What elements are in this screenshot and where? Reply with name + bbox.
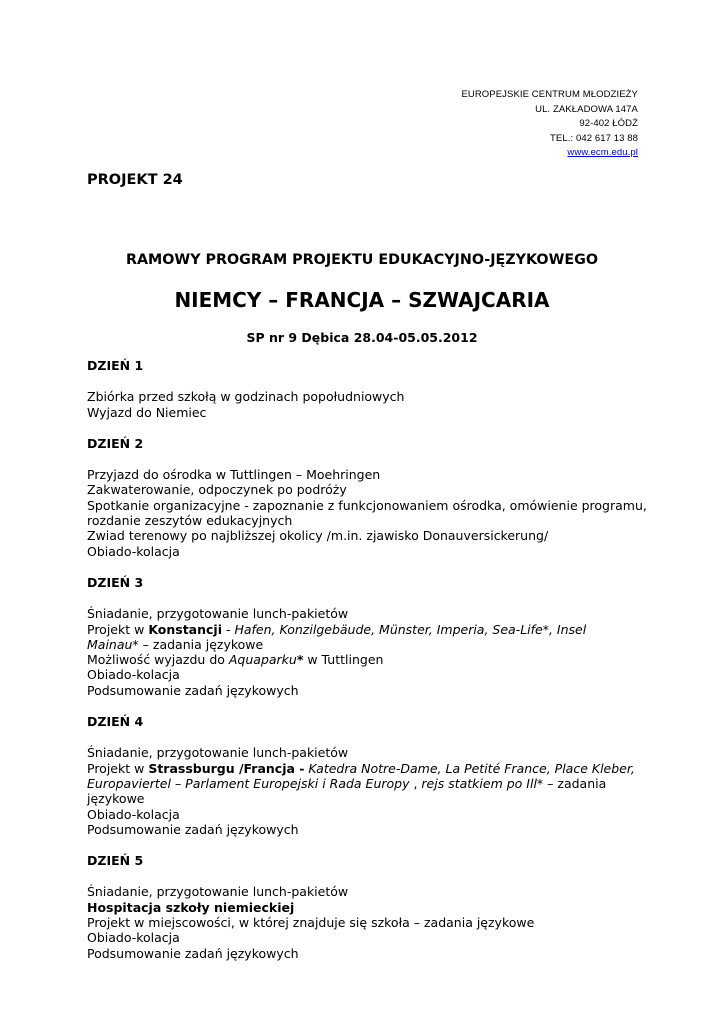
day-2-line-3: Spotkanie organizacyjne - zapoznanie z funkcjonowaniem ośrodka, omówienie programu,: [87, 497, 647, 513]
attractions-list: Europaviertel – Parlament Europejski i Rada Europy: [87, 775, 410, 791]
text-segment: – zadania: [543, 775, 607, 791]
program-title: RAMOWY PROGRAM PROJEKTU EDUKACYJNO-JĘZYKOWEGO: [125, 252, 599, 268]
city-name: Konstancji: [148, 621, 222, 637]
project-label: PROJEKT 24: [87, 172, 183, 188]
attractions-list: Katedra Notre-Dame, La Petité France, Place Kleber,: [304, 760, 635, 776]
attractions-list: Mainau*: [87, 636, 139, 652]
organization-address: [461, 88, 638, 161]
day-4-line-5: Obiado-kolacja: [87, 806, 180, 822]
org-website-link[interactable]: www.ecm.edu.pl: [567, 147, 638, 159]
school-and-dates: SP nr 9 Dębica 28.04-05.05.2012: [246, 330, 478, 345]
day-2-line-2: Zakwaterowanie, odpoczynek po podróży: [87, 482, 347, 498]
org-name: EUROPEJSKIE CENTRUM MŁODZIEŻY: [461, 89, 638, 100]
countries-title: NIEMCY – FRANCJA – SZWAJCARIA: [174, 288, 550, 312]
day-3-line-5: Obiado-kolacja: [87, 667, 180, 683]
day-heading: DZIEŃ 5: [87, 853, 144, 869]
text-segment: Projekt w: [87, 621, 149, 637]
day-heading: DZIEŃ 4: [87, 714, 144, 730]
day-heading: DZIEŃ 1: [87, 358, 144, 373]
day-1-line-2: Wyjazd do Niemiec: [87, 404, 207, 420]
boat-trip: rejs statkiem po Ill*: [421, 775, 544, 791]
day-5-line-1: Śniadanie, przygotowanie lunch-pakietów: [87, 884, 349, 900]
day-heading: DZIEŃ 2: [87, 435, 144, 451]
text-segment: Projekt w: [87, 760, 149, 776]
text-segment: w Tuttlingen: [303, 652, 384, 668]
text-segment: – zadania językowe: [138, 636, 264, 652]
city-name: Strassburgu /Francja -: [148, 760, 305, 776]
program-content: [87, 358, 647, 961]
day-4-section: [87, 714, 647, 837]
day-4-line-1: Śniadanie, przygotowanie lunch-pakietów: [87, 745, 349, 761]
day-3-line-1: Śniadanie, przygotowanie lunch-pakietów: [87, 606, 349, 622]
org-postal-city: 92-402 ŁÓDŹ: [579, 118, 638, 130]
day-3-line-3: [87, 637, 647, 652]
day-2-section: [87, 436, 647, 559]
day-5-section: [87, 853, 647, 961]
day-2-line-5: Zwiad terenowy po najbliższej okolicy /m.in. zjawisko Donauversickerung/: [87, 528, 549, 544]
attractions-list: Hafen, Konzilgebäude, Münster, Imperia, Sea-Life*, Insel: [234, 621, 587, 637]
day-heading: DZIEŃ 3: [87, 574, 144, 590]
day-5-line-2: Hospitacja szkoły niemieckiej: [87, 899, 295, 915]
day-4-line-4: językowe: [87, 791, 145, 807]
day-4-line-2: [87, 761, 647, 776]
aquapark-name: Aquaparku: [228, 652, 297, 668]
text-segment: ,: [409, 775, 422, 791]
asterisk-mark: *: [296, 652, 304, 668]
day-2-line-6: Obiado-kolacja: [87, 543, 180, 559]
text-segment: Możliwość wyjazdu do: [87, 652, 229, 668]
day-3-line-4: [87, 652, 647, 667]
org-phone: TEL.: 042 617 13 88: [550, 132, 638, 144]
day-2-line-1: Przyjazd do ośrodka w Tuttlingen – Moehringen: [87, 467, 381, 483]
day-3-line-6: Podsumowanie zadań językowych: [87, 682, 299, 698]
day-5-line-5: Podsumowanie zadań językowych: [87, 945, 299, 961]
day-5-line-3: Projekt w miejscowości, w której znajduje się szkoła – zadania językowe: [87, 915, 535, 931]
day-3-line-2: [87, 622, 647, 637]
day-1-line-1: Zbiórka przed szkołą w godzinach popołudniowych: [87, 389, 405, 405]
day-2-line-4: rozdanie zeszytów edukacyjnych: [87, 513, 293, 529]
day-4-line-6: Podsumowanie zadań językowych: [87, 821, 299, 837]
text-segment: -: [222, 621, 235, 637]
day-3-section: [87, 575, 647, 698]
day-5-line-4: Obiado-kolacja: [87, 930, 180, 946]
org-street: UL. ZAKŁADOWA 147A: [535, 103, 638, 115]
day-4-line-3: [87, 776, 647, 791]
day-1-section: [87, 358, 647, 420]
